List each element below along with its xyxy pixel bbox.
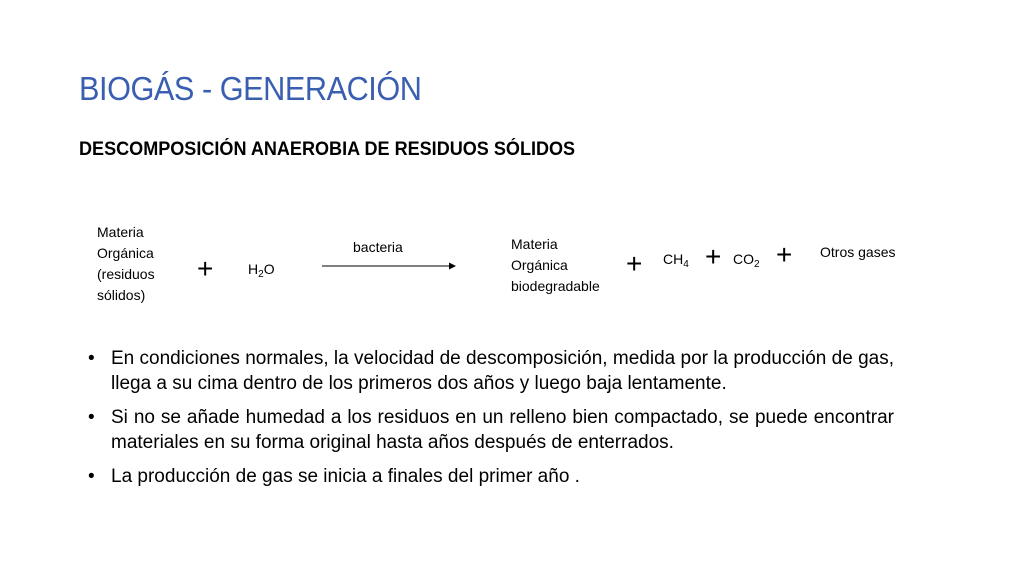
reactant-organic-matter	[97, 222, 155, 306]
methane-subscript: 4	[683, 259, 689, 270]
catalyst-label: bacteria	[353, 239, 403, 255]
bullet-dot-icon: •	[88, 407, 95, 428]
bullet-list	[88, 346, 894, 498]
reactant-line-3: (residuos	[97, 266, 155, 282]
plus-sign-3: +	[705, 241, 722, 272]
plus-sign-2: +	[626, 248, 643, 279]
bullet-item	[88, 405, 894, 455]
water-formula	[248, 261, 275, 280]
bullet-item	[88, 346, 894, 396]
co2-formula	[733, 251, 760, 270]
product-line-1: Materia	[511, 236, 558, 252]
product-biodegradable-matter	[511, 234, 600, 297]
slide-title: BIOGÁS - GENERACIÓN	[79, 70, 422, 107]
bullet-text: En condiciones normales, la velocidad de descomposición, medida por la producción de gas, llega a su cima dentro de los primeros dos años y luego baja lentamente.	[111, 348, 894, 394]
bullet-dot-icon: •	[88, 466, 95, 487]
reaction-arrow-icon	[322, 261, 456, 271]
product-line-3: biodegradable	[511, 278, 600, 294]
other-gases-label: Otros gases	[820, 244, 896, 260]
water-base-h: H	[248, 261, 259, 277]
reactant-line-4: sólidos)	[97, 287, 146, 303]
methane-formula	[663, 251, 689, 270]
slide-subtitle: DESCOMPOSICIÓN ANAEROBIA DE RESIDUOS SÓLIDOS	[79, 139, 576, 160]
plus-sign-1: +	[197, 253, 214, 284]
co2-subscript: 2	[754, 259, 760, 270]
reactant-line-1: Materia	[97, 224, 144, 240]
bullet-item	[88, 464, 894, 489]
bullet-text: La producción de gas se inicia a finales del primer año .	[111, 466, 580, 487]
bullet-dot-icon: •	[88, 348, 95, 369]
plus-sign-4: +	[776, 239, 793, 270]
co2-base: CO	[733, 251, 754, 267]
water-base-o: O	[263, 261, 275, 277]
product-line-2: Orgánica	[511, 257, 568, 273]
reactant-line-2: Orgánica	[97, 245, 154, 261]
water-subscript: 2	[258, 269, 264, 280]
bullet-text: Si no se añade humedad a los residuos en un relleno bien compactado, se puede encontrar materiales en su forma original hasta años después de enterrados.	[111, 407, 894, 453]
methane-base: CH	[663, 251, 684, 267]
